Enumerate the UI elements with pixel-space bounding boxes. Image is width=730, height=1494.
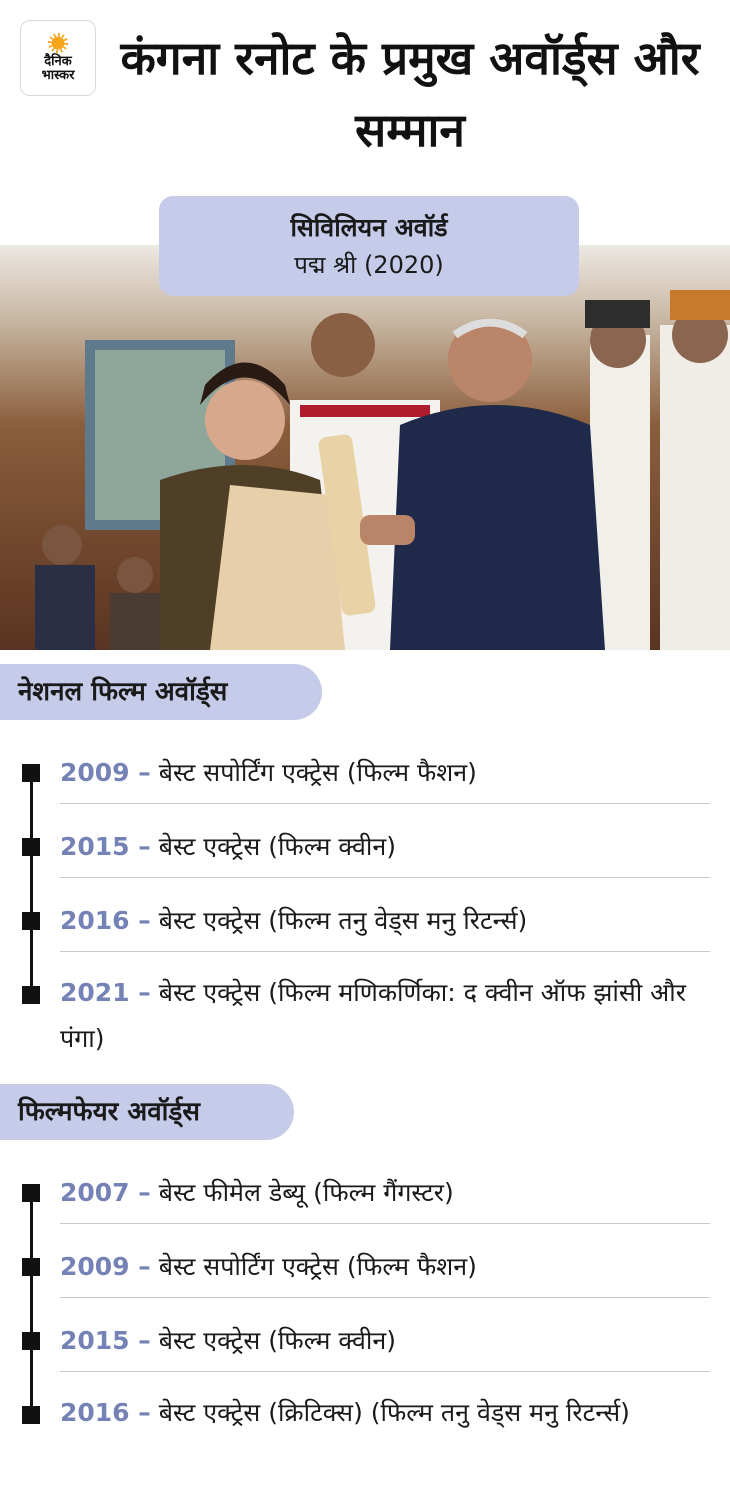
award-year: 2015 – <box>60 1326 151 1355</box>
bullet-square <box>22 1184 40 1202</box>
filmfare-awards-heading: फिल्मफेयर अवॉर्ड्स <box>0 1084 294 1140</box>
award-year: 2009 – <box>60 1252 151 1281</box>
award-text: बेस्ट फीमेल डेब्यू (फिल्म गैंगस्टर) <box>158 1178 454 1207</box>
filmfare-timeline-line <box>30 1193 33 1415</box>
divider <box>60 951 710 952</box>
award-year: 2021 – <box>60 978 151 1007</box>
bullet-square <box>22 1406 40 1424</box>
award-text: बेस्ट एक्ट्रेस (फिल्म क्वीन) <box>158 832 396 861</box>
divider <box>60 1223 710 1224</box>
bullet-square <box>22 1258 40 1276</box>
divider <box>60 803 710 804</box>
dainik-bhaskar-logo[interactable] <box>20 20 96 96</box>
sun-icon <box>48 33 68 53</box>
award-year: 2016 – <box>60 1398 151 1427</box>
award-text: बेस्ट सपोर्टिंग एक्ट्रेस (फिल्म फैशन) <box>158 1252 477 1281</box>
divider <box>60 877 710 878</box>
award-year: 2016 – <box>60 906 151 935</box>
logo-line-2: भास्कर <box>41 68 75 83</box>
divider <box>60 1371 710 1372</box>
bullet-square <box>22 912 40 930</box>
bullet-square <box>22 838 40 856</box>
bullet-square <box>22 1332 40 1350</box>
logo-line-1: दैनिक <box>44 54 72 69</box>
page-title: कंगना रनोट के प्रमुख अवॉर्ड्स और सम्मान <box>120 31 700 157</box>
award-text: बेस्ट एक्ट्रेस (फिल्म तनु वेड्स मनु रिटर्न्स) <box>158 906 528 935</box>
civilian-award-box <box>159 196 579 296</box>
national-awards-heading: नेशनल फिल्म अवॉर्ड्स <box>0 664 322 720</box>
award-text: बेस्ट एक्ट्रेस (फिल्म मणिकर्णिका: द क्वीन ऑफ झांसी और पंगा) <box>60 978 686 1053</box>
award-year: 2007 – <box>60 1178 151 1207</box>
award-year: 2015 – <box>60 832 151 861</box>
award-text: बेस्ट एक्ट्रेस (फिल्म क्वीन) <box>158 1326 396 1355</box>
award-ceremony-photo <box>0 245 730 650</box>
civilian-award-name: पद्म श्री (2020) <box>294 251 444 279</box>
award-text: बेस्ट सपोर्टिंग एक्ट्रेस (फिल्म फैशन) <box>158 758 477 787</box>
award-text: बेस्ट एक्ट्रेस (क्रिटिक्स) (फिल्म तनु वेड्स मनु रिटर्न्स) <box>158 1398 630 1427</box>
bullet-square <box>22 986 40 1004</box>
award-year: 2009 – <box>60 758 151 787</box>
civilian-award-heading: सिविलियन अवॉर्ड <box>290 213 448 242</box>
divider <box>60 1297 710 1298</box>
bullet-square <box>22 764 40 782</box>
national-timeline-line <box>30 773 33 995</box>
